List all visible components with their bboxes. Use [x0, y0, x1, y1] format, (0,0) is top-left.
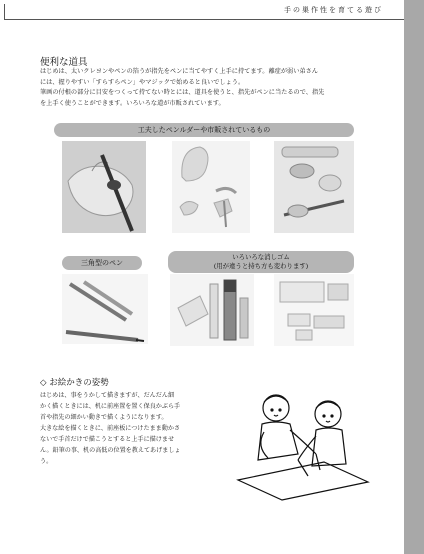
section-title-posture: ◇ お絵かきの姿勢 — [40, 378, 109, 388]
section-title-tools: 便利な道具 — [40, 57, 88, 68]
pen-holder-icon — [274, 141, 354, 233]
header-left-tick — [4, 4, 5, 19]
photo-clay-grips — [172, 141, 250, 233]
children-drawing-icon — [228, 384, 378, 504]
photo-eraser-blocks — [274, 274, 354, 346]
hand-pen-icon — [62, 141, 146, 233]
photo-hand-holding-pen — [62, 141, 146, 233]
triangle-pens-icon — [62, 274, 148, 344]
section-paragraph-tools: はじめは、太いクレヨンやペンの箔うが指先をペンに当てやすく上手に持てます。離症が弱い弟さん には、握りやすい「すらすらペン」やマジックで始めると良いでしょう。 筆画の付根の部分に目安をつくって持てない時とには、道具を使うと、指先がペンに当たるので、指先 を上手く使うことができます。いろいろな道が市販されています。 — [40, 68, 325, 107]
eraser-icon — [170, 274, 254, 346]
photo-erasers — [170, 274, 254, 346]
children-drawing-illustration — [228, 384, 378, 504]
clay-grip-icon — [172, 141, 250, 233]
header-rule — [4, 19, 404, 20]
banner-holders: 工夫したペンルダーや市販されているもの — [54, 123, 354, 137]
banner-erasers: いろいろな消しゴム (用が違うと持ち方も変わります) — [168, 251, 354, 273]
section-paragraph-posture: はじめは、事をうかして描きますが、だんだん細 かく描くときには、机に前座置を置く保良かぶら手 首や指先の細かい動きで描くようになります。 大きな絵を描くときに、前座板につけたまま動かさ ないで手首だけで描こうとすると上手に描けませ ん。鉛筆の事、机の高低の位置を教えてあげましょ う。 — [40, 392, 181, 465]
photo-pen-holders — [274, 141, 354, 233]
photo-triangle-pens — [62, 274, 148, 344]
banner-triangle-pen: 三角型のペン — [62, 256, 142, 270]
page-edge-sidebar — [404, 0, 424, 554]
eraser-blocks-icon — [274, 274, 354, 346]
running-header: 手の巣作性を育てる遊び — [284, 6, 383, 14]
